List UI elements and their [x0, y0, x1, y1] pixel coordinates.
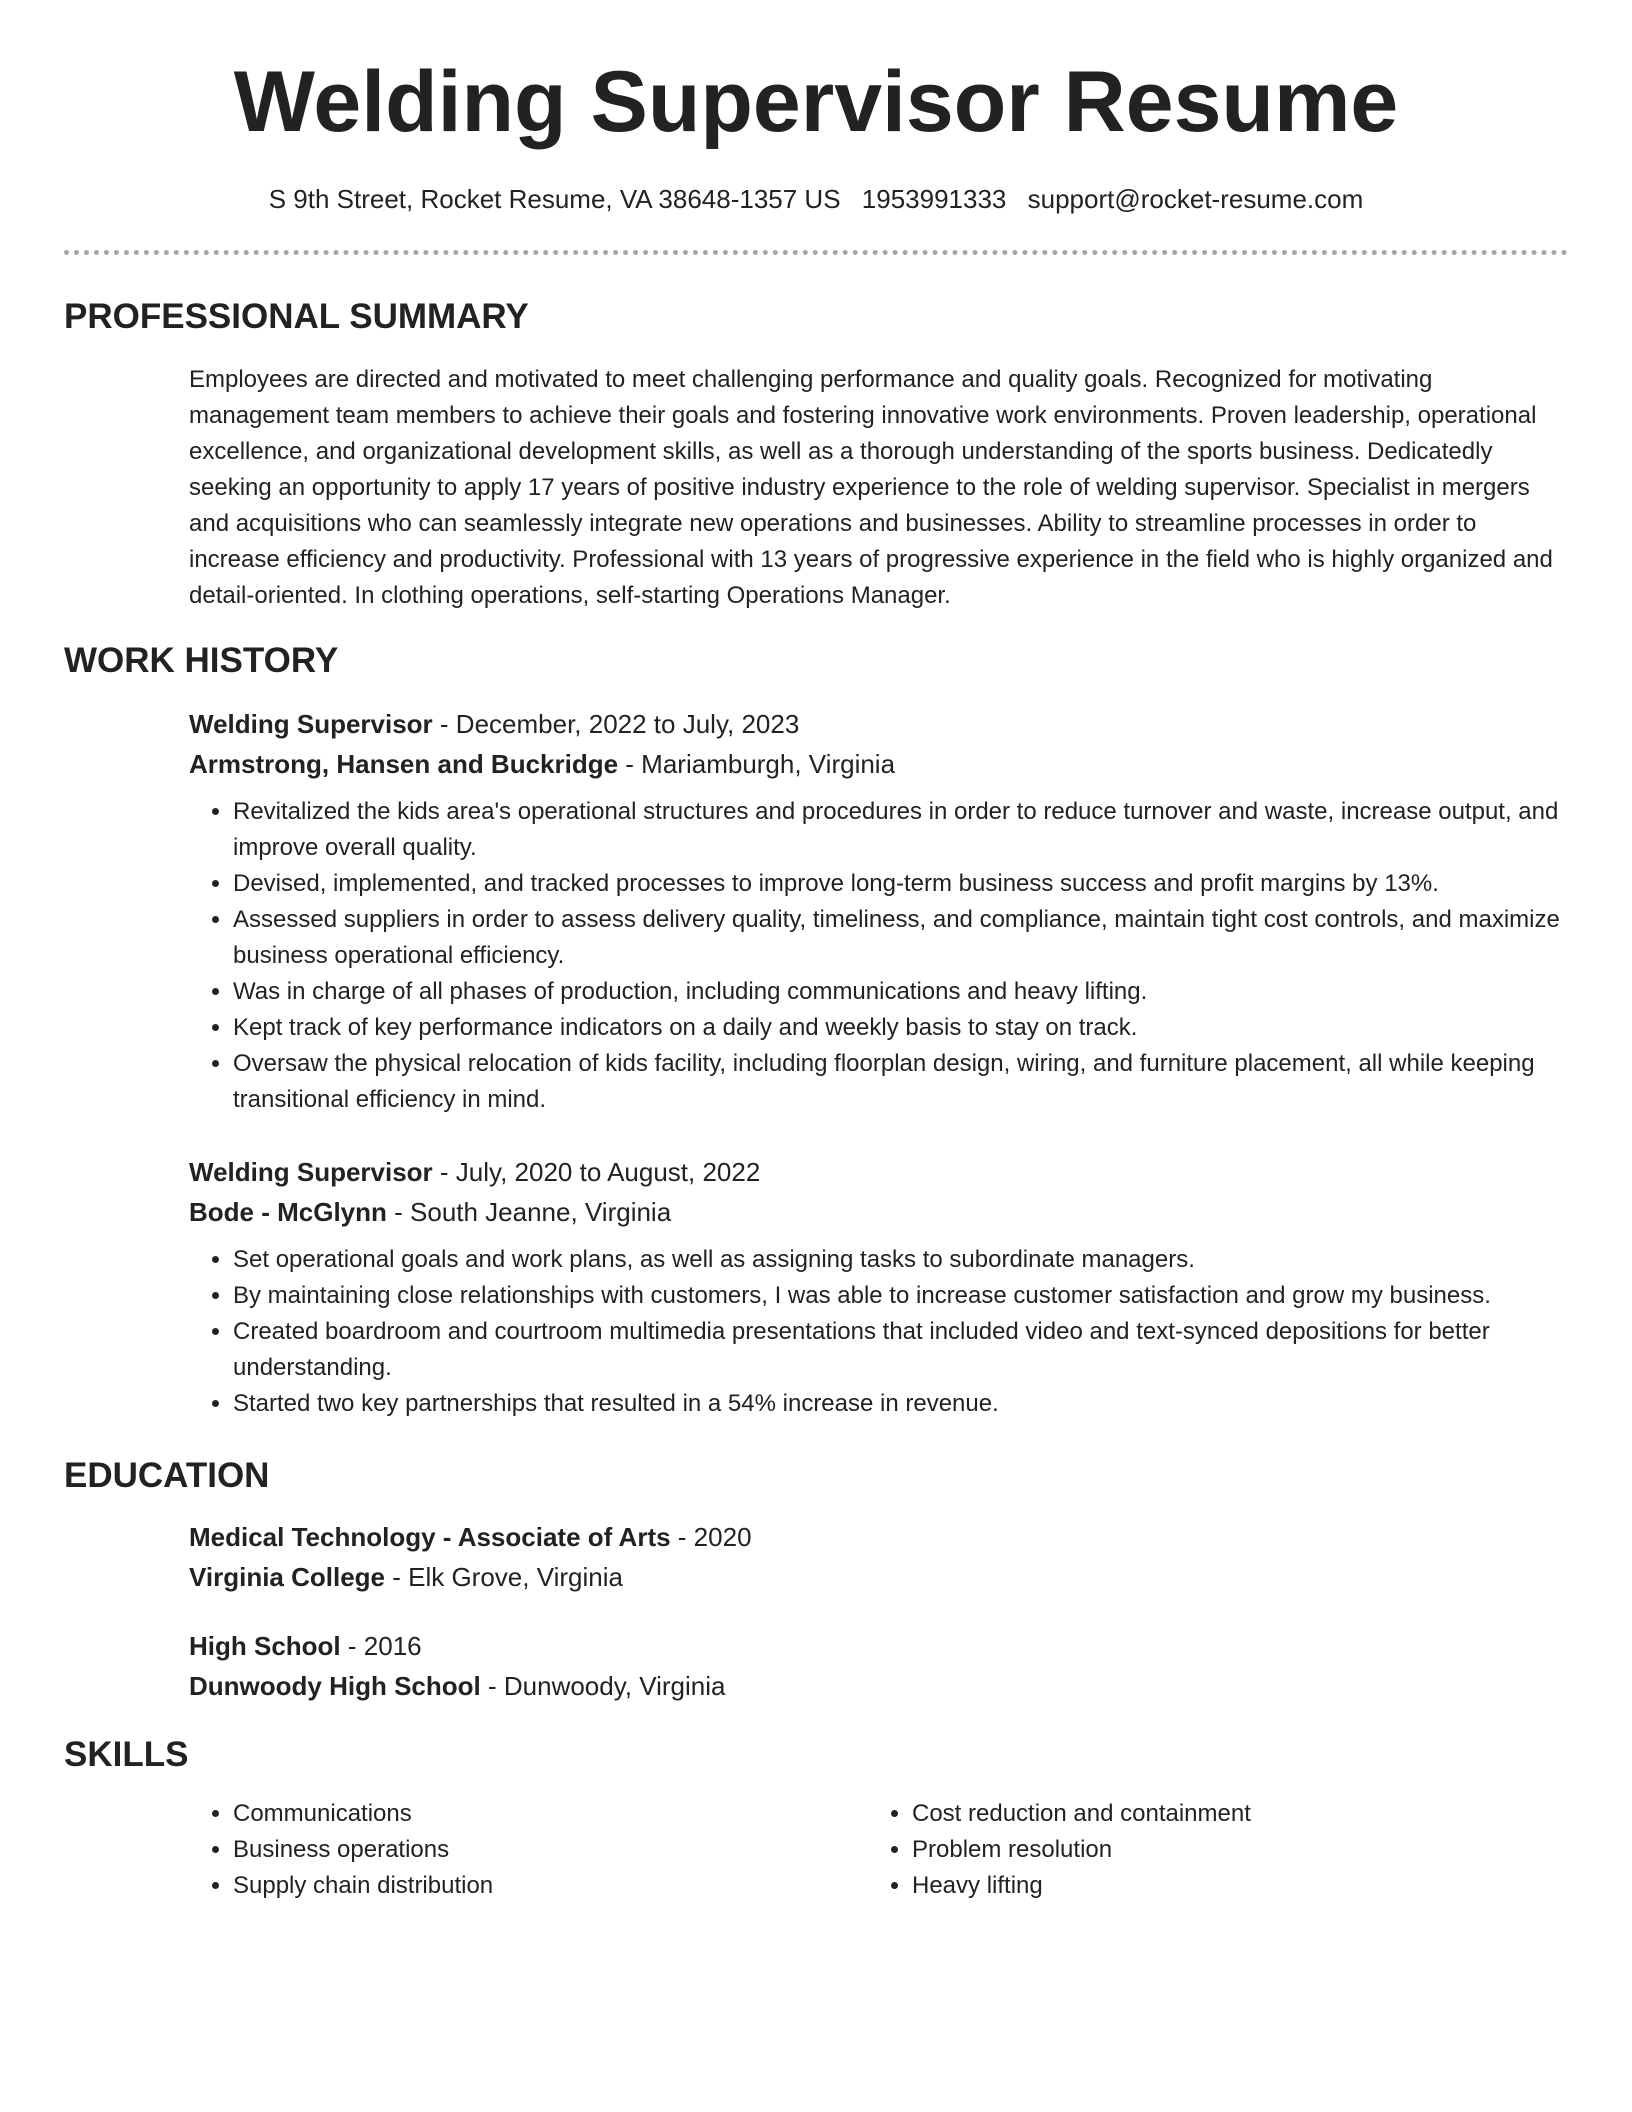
job-location: - South Jeanne, Virginia: [386, 1197, 672, 1227]
education-degree-line: [189, 1517, 1569, 1557]
job-company-line: [189, 1192, 1569, 1232]
job-location: - Mariamburgh, Virginia: [618, 749, 896, 779]
education-degree: Medical Technology - Associate of Arts: [189, 1522, 671, 1552]
skill-item: • Supply chain distribution: [233, 1868, 849, 1904]
job-bullet: • Set operational goals and work plans, as well as assigning tasks to subordinate managers.: [233, 1242, 1569, 1278]
skill-item: • Communications: [233, 1796, 849, 1832]
job-company: Armstrong, Hansen and Buckridge: [189, 749, 619, 779]
education-school-line: [189, 1666, 1569, 1706]
job-bullet: • Revitalized the kids area's operational structures and procedures in order to reduce turnover and waste, increase output, and improve overall quality.: [233, 794, 1569, 866]
skill-item: • Cost reduction and containment: [912, 1796, 1528, 1832]
job-dates: - December, 2022 to July, 2023: [432, 709, 800, 739]
job-company-line: [189, 744, 1569, 784]
job-bullets: [189, 794, 1569, 1118]
section-title-skills: SKILLS: [64, 1735, 189, 1774]
education-entry: [189, 1517, 1569, 1597]
job-title-line: [189, 704, 1569, 744]
job-bullets: [189, 1242, 1569, 1422]
summary-text: Employees are directed and motivated to meet challenging performance and quality goals. Recognized for motivating management team members to achieve their goals and fostering innovative work environments. Proven leadership, operational excellence, and organizational development skills, as well as a thorough understanding of the sports business. Dedicatedly seeking an opportunity to apply 17 years of positive industry experience to the role of welding supervisor. Specialist in mergers and acquisitions who can seamlessly integrate new operations and businesses. Ability to streamline processes in order to increase efficiency and productivity. Professional with 13 years of progressive experience in the field who is highly organized and detail-oriented. In clothing operations, self-starting Operations Manager.: [189, 366, 1553, 609]
education-entry: [189, 1626, 1569, 1706]
education-year: - 2016: [340, 1631, 422, 1661]
job-title-line: [189, 1152, 1569, 1192]
job-dates: - July, 2020 to August, 2022: [432, 1157, 761, 1187]
education-school: Dunwoody High School: [189, 1671, 481, 1701]
education-school-line: [189, 1557, 1569, 1597]
section-title-summary: PROFESSIONAL SUMMARY: [64, 297, 529, 336]
contact-address: S 9th Street, Rocket Resume, VA 38648-1357 US: [268, 184, 841, 214]
job-bullet: • Oversaw the physical relocation of kids facility, including floorplan design, wiring, and furniture placement, all while keeping transitional efficiency in mind.: [233, 1046, 1569, 1118]
education-degree: High School: [189, 1631, 341, 1661]
section-title-education: EDUCATION: [64, 1456, 270, 1495]
job-bullet: • Started two key partnerships that resulted in a 54% increase in revenue.: [233, 1386, 1569, 1422]
job-position: Welding Supervisor: [189, 1157, 433, 1187]
header-divider: [64, 250, 1568, 255]
skills-column-left: [189, 1796, 849, 1904]
education-degree-line: [189, 1626, 1569, 1666]
education-year: - 2020: [670, 1522, 752, 1552]
education-location: - Dunwoody, Virginia: [480, 1671, 726, 1701]
skills-list: [868, 1796, 1528, 1904]
job-bullet: • Devised, implemented, and tracked processes to improve long-term business success and profit margins by 13%.: [233, 866, 1569, 902]
job-position: Welding Supervisor: [189, 709, 433, 739]
education-location: - Elk Grove, Virginia: [385, 1562, 623, 1592]
skill-item: • Business operations: [233, 1832, 849, 1868]
summary-section: [189, 362, 1569, 614]
job-entry: [189, 1152, 1569, 1422]
skill-item: • Heavy lifting: [912, 1868, 1528, 1904]
skills-column-right: [868, 1796, 1528, 1904]
job-bullet: • Was in charge of all phases of production, including communications and heavy lifting.: [233, 974, 1569, 1010]
education-school: Virginia College: [189, 1562, 386, 1592]
skills-list: [189, 1796, 849, 1904]
section-title-work-history: WORK HISTORY: [64, 641, 339, 680]
job-bullet: • Created boardroom and courtroom multimedia presentations that included video and text-synced depositions for better understanding.: [233, 1314, 1569, 1386]
job-company: Bode - McGlynn: [189, 1197, 387, 1227]
job-bullet: • Kept track of key performance indicators on a daily and weekly basis to stay on track.: [233, 1010, 1569, 1046]
resume-title: Welding Supervisor Resume: [233, 54, 1399, 150]
job-bullet: • By maintaining close relationships with customers, I was able to increase customer satisfaction and grow my business.: [233, 1278, 1569, 1314]
job-bullet: • Assessed suppliers in order to assess delivery quality, timeliness, and compliance, maintain tight cost controls, and maximize business operational efficiency.: [233, 902, 1569, 974]
contact-email: support@rocket-resume.com: [1027, 184, 1364, 214]
contact-line: [0, 182, 1632, 216]
job-entry: [189, 704, 1569, 1118]
skill-item: • Problem resolution: [912, 1832, 1528, 1868]
contact-phone: 1953991333: [861, 184, 1007, 214]
